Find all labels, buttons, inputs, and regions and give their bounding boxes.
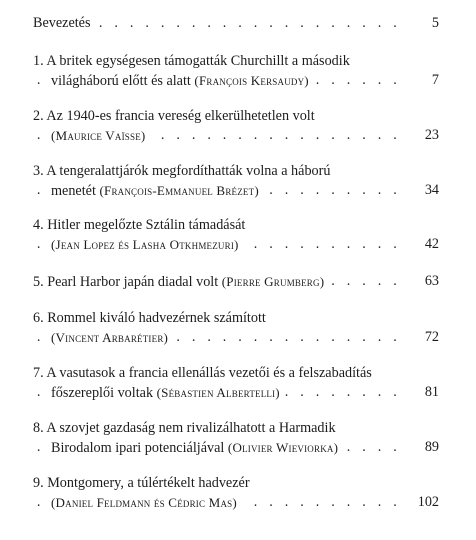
entry-title: Rommel kiváló hadvezérnek számított bbox=[47, 310, 266, 326]
entry-author: (Vincent Arbarétier) bbox=[51, 330, 169, 345]
entry-number: 4. bbox=[33, 217, 44, 233]
entry-author: (Sébastien Albertelli) bbox=[156, 385, 280, 400]
entry-number: 6. bbox=[33, 310, 44, 326]
entry-number: 9. bbox=[33, 475, 44, 491]
toc-entry-5 bbox=[33, 272, 439, 291]
page-number: 102 bbox=[405, 493, 439, 512]
entry-author: (François-Emmanuel Brézet) bbox=[99, 183, 259, 198]
toc-line bbox=[33, 309, 439, 328]
toc-line bbox=[33, 235, 439, 254]
page-number: 89 bbox=[405, 438, 439, 457]
entry-author: (Olivier Wieviorka) bbox=[227, 440, 339, 455]
toc-line bbox=[33, 474, 439, 493]
page-number: 63 bbox=[405, 272, 439, 291]
toc-line bbox=[33, 107, 439, 126]
entry-title-cont: Birodalom ipari potenciáljával bbox=[51, 440, 228, 456]
toc-entry-7 bbox=[33, 364, 439, 402]
entry-title: Pearl Harbor japán diadal volt bbox=[47, 274, 222, 290]
toc-entry-9 bbox=[33, 474, 439, 512]
toc-line bbox=[33, 272, 439, 291]
entry-number: 3. bbox=[33, 163, 44, 179]
page-number: 34 bbox=[405, 181, 439, 200]
page-number: 5 bbox=[405, 14, 439, 33]
entry-author: (Jean Lopez és Lasha Otkhmezuri) bbox=[51, 237, 239, 252]
entry-author: (Maurice Vaïsse) bbox=[51, 128, 146, 143]
toc-entry-4 bbox=[33, 216, 439, 254]
toc-entry-6 bbox=[33, 309, 439, 347]
entry-title: Bevezetés bbox=[33, 15, 91, 31]
entry-title: Montgomery, a túlértékelt hadvezér bbox=[47, 475, 250, 491]
entry-number: 7. bbox=[33, 365, 44, 381]
toc-line bbox=[33, 216, 439, 235]
page-number: 72 bbox=[405, 328, 439, 347]
toc-line bbox=[33, 328, 439, 347]
toc-line bbox=[33, 493, 439, 512]
page-number: 42 bbox=[405, 235, 439, 254]
toc-line bbox=[33, 383, 439, 402]
toc-entry-intro bbox=[33, 14, 439, 33]
toc-line bbox=[33, 162, 439, 181]
toc-line bbox=[33, 71, 439, 90]
toc-line bbox=[33, 364, 439, 383]
entry-title: A britek egységesen támogatták Churchillt a második bbox=[46, 53, 350, 69]
toc-line bbox=[33, 52, 439, 71]
entry-author: (François Kersaudy) bbox=[194, 73, 309, 88]
toc-entry-1 bbox=[33, 52, 439, 90]
entry-title-cont: világháború előtt és alatt bbox=[51, 73, 195, 89]
entry-title-cont: főszereplői voltak bbox=[51, 385, 157, 401]
toc-line bbox=[33, 181, 439, 200]
toc-line bbox=[33, 14, 439, 33]
toc-entry-8 bbox=[33, 419, 439, 457]
toc-line bbox=[33, 126, 439, 145]
toc-line bbox=[33, 419, 439, 438]
toc-entry-3 bbox=[33, 162, 439, 200]
entry-title: Az 1940-es francia vereség elkerülhetetlen volt bbox=[46, 108, 315, 124]
entry-title: Hitler megelőzte Sztálin támadását bbox=[47, 217, 246, 233]
entry-number: 8. bbox=[33, 420, 44, 436]
page-number: 7 bbox=[405, 71, 439, 90]
page-number: 23 bbox=[405, 126, 439, 145]
entry-title-cont: menetét bbox=[51, 183, 100, 199]
entry-title: A tengeralattjárók megfordíthatták volna a háború bbox=[46, 163, 331, 179]
page-number: 81 bbox=[405, 383, 439, 402]
entry-number: 1. bbox=[33, 53, 44, 69]
toc-line bbox=[33, 438, 439, 457]
entry-number: 2. bbox=[33, 108, 44, 124]
entry-title: A vasutasok a francia ellenállás vezetői és a felszabadítás bbox=[46, 365, 372, 381]
toc-entry-2 bbox=[33, 107, 439, 145]
entry-author: (Daniel Feldmann és Cédric Mas) bbox=[51, 495, 237, 510]
entry-title: A szovjet gazdaság nem rivalizálhatott a Harmadik bbox=[46, 420, 336, 436]
entry-number: 5. bbox=[33, 274, 44, 290]
entry-author: (Pierre Grumberg) bbox=[221, 274, 325, 289]
